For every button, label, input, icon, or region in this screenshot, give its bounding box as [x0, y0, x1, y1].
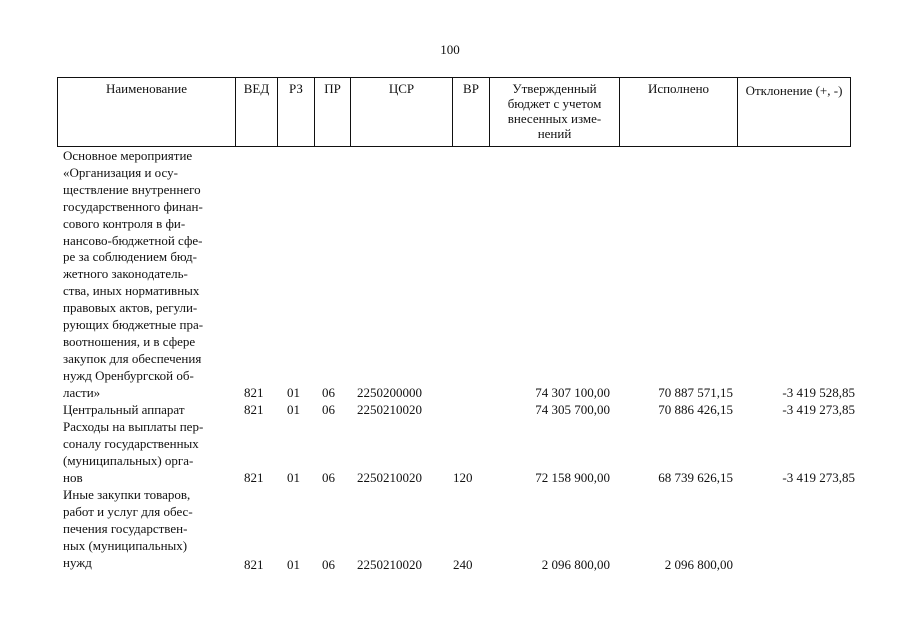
row-approved: 2 096 800,00 [541, 557, 610, 572]
row-ved: 821 [244, 557, 264, 572]
row-name: Иные закупки товаров, работ и услуг для обес- печения государствен- ных (муниципальных) нужд [63, 487, 193, 570]
column-header-done: Исполнено [620, 78, 738, 147]
row-pr: 06 [322, 557, 335, 572]
row-deviation: -3 419 273,85 [782, 470, 855, 485]
column-header-ved: ВЕД [236, 78, 278, 147]
row-done: 2 096 800,00 [664, 557, 733, 572]
row-csr: 2250210020 [357, 402, 422, 417]
table-header [57, 77, 851, 147]
row-ved: 821 [244, 402, 264, 417]
row-name: Основное мероприятие «Организация и осу- ществление внутреннего государственного финан- сового контроля в фи- нансово-бюджетной сфе- ре за соблюдением бюд- жетного законодатель- ства, иных нормативных правовых актов, регули- рующих бюджетные пра- воотношения, и в сфере закупок для обеспечения нужд Оренбургской об- ласти» [63, 148, 204, 400]
row-approved: 74 307 100,00 [535, 385, 610, 400]
row-ved: 821 [244, 470, 264, 485]
row-deviation: -3 419 528,85 [782, 385, 855, 400]
column-header-csr: ЦСР [351, 78, 453, 147]
row-approved: 72 158 900,00 [535, 470, 610, 485]
column-header-approved: Утвержденный бюджет с учетом внесенных изме- нений [490, 78, 620, 147]
column-header-rz: РЗ [278, 78, 315, 147]
row-csr: 2250210020 [357, 470, 422, 485]
row-approved: 74 305 700,00 [535, 402, 610, 417]
row-pr: 06 [322, 402, 335, 417]
row-done: 68 739 626,15 [658, 470, 733, 485]
row-pr: 06 [322, 470, 335, 485]
column-header-vr: ВР [453, 78, 490, 147]
row-name: Расходы на выплаты пер- соналу государственных (муниципальных) орга- нов [63, 419, 204, 485]
row-done: 70 886 426,15 [658, 402, 733, 417]
row-done: 70 887 571,15 [658, 385, 733, 400]
row-ved: 821 [244, 385, 264, 400]
column-header-deviation: Отклонение (+, -) [745, 83, 843, 98]
column-header-pr: ПР [315, 78, 351, 147]
row-csr: 2250210020 [357, 557, 422, 572]
row-name: Центральный аппарат [63, 402, 185, 417]
row-rz: 01 [287, 557, 300, 572]
row-vr: 240 [453, 557, 473, 572]
row-deviation: -3 419 273,85 [782, 402, 855, 417]
row-pr: 06 [322, 385, 335, 400]
row-csr: 2250200000 [357, 385, 422, 400]
row-rz: 01 [287, 385, 300, 400]
row-rz: 01 [287, 470, 300, 485]
row-rz: 01 [287, 402, 300, 417]
page-number: 100 [440, 42, 460, 57]
row-vr: 120 [453, 470, 473, 485]
column-header-name: Наименование [58, 78, 236, 147]
